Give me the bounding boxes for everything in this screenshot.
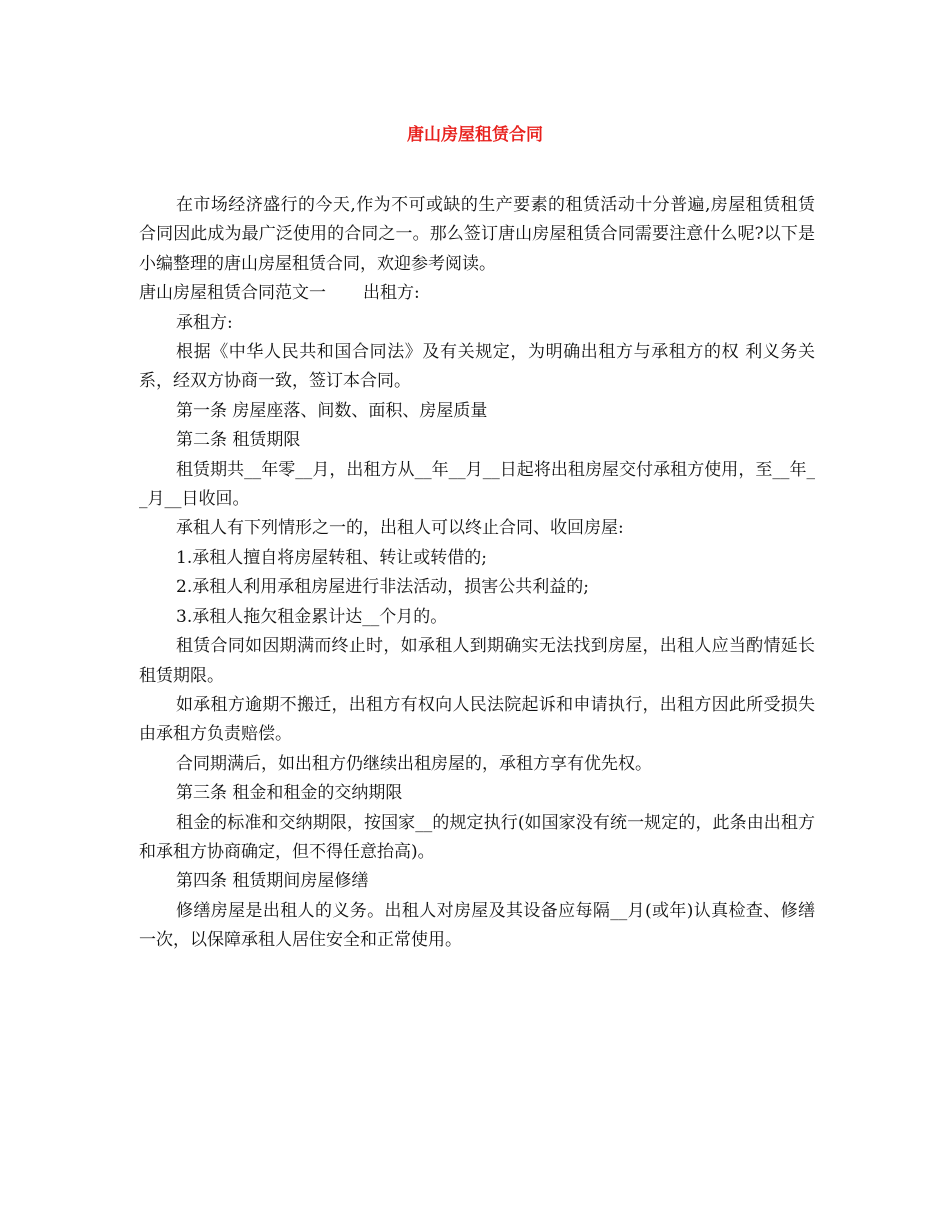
lessee-label: 承租方:	[176, 312, 233, 333]
article-2-heading: 第二条 租赁期限	[176, 430, 301, 451]
paragraph-repair: 修缮房屋是出租人的义务。出租人对房屋及其设备应每隔__月(或年)认真检查、修缮一次，以保障承租人居住安全和正常使用。	[139, 900, 815, 951]
article-4-heading: 第四条 租赁期间房屋修缮	[176, 871, 369, 892]
intro-paragraph: 在市场经济盛行的今天,作为不可或缺的生产要素的租赁活动十分普遍,房屋租赁租赁合同因此成为最广泛使用的合同之一。那么签订唐山房屋租赁合同需要注意什么呢?以下是小编整理的唐山房屋租赁合同，欢迎参考阅读。	[139, 195, 815, 274]
paragraph-priority: 合同期满后，如出租方仍继续出租房屋的，承租方享有优先权。	[176, 753, 652, 774]
article-3-heading: 第三条 租金和租金的交纳期限	[176, 783, 403, 804]
paragraph-legal-basis: 根据《中华人民共和国合同法》及有关规定，为明确出租方与承租方的权 利义务关系，经双方协商一致，签订本合同。	[139, 342, 815, 392]
list-item-2: 2.承租人利用承租房屋进行非法活动，损害公共利益的;	[176, 577, 589, 598]
list-item-3: 3.承租人拖欠租金累计达__个月的。	[176, 606, 448, 627]
paragraph-rent: 租金的标准和交纳期限，按国家__的规定执行(如国家没有统一规定的，此条由出租方和承租方协商确定，但不得任意抬高)。	[139, 812, 815, 862]
paragraph-overdue: 如承租方逾期不搬迁，出租方有权向人民法院起诉和申请执行，出租方因此所受损失由承租方负责赔偿。	[139, 694, 815, 745]
sample-heading-line	[139, 279, 815, 308]
document-title: 唐山房屋租赁合同	[407, 125, 543, 145]
paragraph-lease-term: 租赁期共__年零__月，出租方从__年__月__日起将出租房屋交付承租方使用，至__年__月__日收回。	[139, 459, 815, 510]
article-1-heading: 第一条 房屋座落、间数、面积、房屋质量	[176, 400, 488, 421]
sample-heading: 唐山房屋租赁合同范文一	[139, 283, 326, 304]
paragraph-termination: 承租人有下列情形之一的，出租人可以终止合同、收回房屋:	[176, 518, 624, 539]
list-item-1: 1.承租人擅自将房屋转租、转让或转借的;	[176, 547, 487, 568]
paragraph-expiry: 租赁合同如因期满而终止时，如承租人到期确实无法找到房屋，出租人应当酌情延长租赁期限。	[139, 636, 815, 686]
document-body	[139, 191, 815, 956]
lessor-label: 出租方:	[363, 283, 420, 304]
